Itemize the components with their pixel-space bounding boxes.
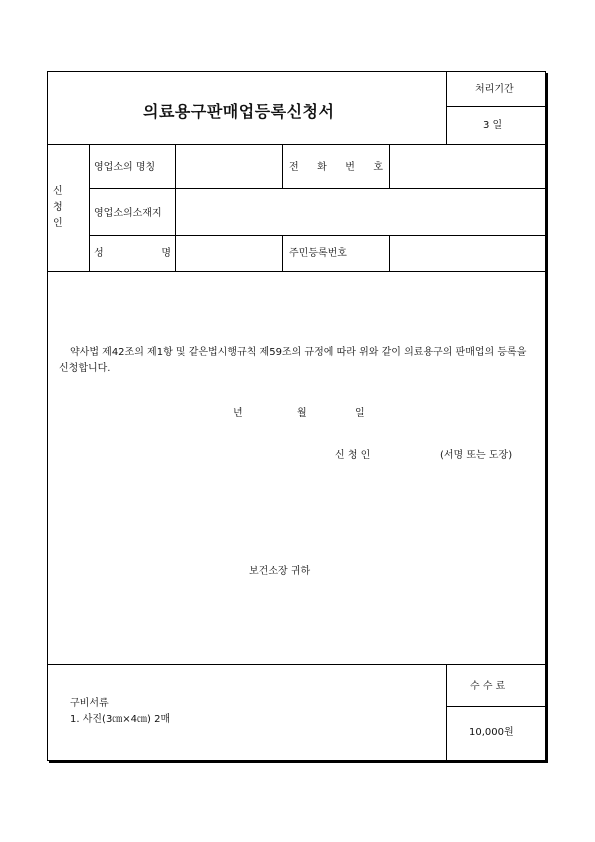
resident-label-left-divider [282, 235, 283, 271]
date-day: 일 [355, 408, 365, 419]
processing-period-label: 처리기간 [475, 84, 514, 95]
applicant-group-label-2: 청 [53, 202, 63, 213]
signature-note: (서명 또는 도장) [440, 450, 513, 461]
form-title: 의료용구판매업등록신청서 [143, 102, 335, 121]
required-documents-title: 구비서류 [70, 698, 109, 709]
resident-number-label: 주민등록번호 [289, 248, 347, 259]
fee-label: 수 수 료 [470, 681, 506, 692]
business-address-label: 영업소의소재지 [94, 208, 162, 219]
phone-label-left-divider [282, 144, 283, 188]
row-divider-1 [89, 188, 547, 189]
phone-label: 전 화 번 호 [289, 162, 383, 173]
required-documents-item: 1. 사진(3㎝×4㎝) 2매 [70, 714, 171, 725]
fee-value: 10,000원 [469, 727, 514, 738]
application-form [47, 71, 546, 761]
fee-inner-divider [446, 706, 547, 707]
applicant-bottom-line [48, 271, 547, 272]
processing-divider [446, 106, 547, 107]
date-month: 월 [297, 408, 307, 419]
applicant-group-label-1: 신 [53, 186, 63, 197]
row-divider-2 [89, 235, 547, 236]
business-name-label: 영업소의 명칭 [94, 162, 156, 173]
header-bottom-line [48, 144, 547, 145]
application-statement: 약사법 제42조의 제1항 및 같은법시행규칙 제59조의 규정에 따라 위와 같이 의료용구의 판매업의 등록을 신청합니다. [59, 347, 527, 374]
footer-top-line [48, 664, 547, 665]
header-divider [446, 72, 447, 144]
fee-divider [446, 664, 447, 762]
processing-period-value: 3 일 [483, 120, 503, 131]
applicant-group-label-3: 인 [53, 218, 63, 229]
name-label: 성 명 [94, 248, 171, 259]
label-col-divider [175, 144, 176, 271]
addressee: 보건소장 귀하 [249, 566, 311, 577]
signer-label: 신 청 인 [335, 450, 371, 461]
phone-value-divider [389, 144, 390, 188]
resident-value-divider [389, 235, 390, 271]
applicant-group-divider [89, 144, 90, 271]
date-year: 년 [233, 408, 243, 419]
